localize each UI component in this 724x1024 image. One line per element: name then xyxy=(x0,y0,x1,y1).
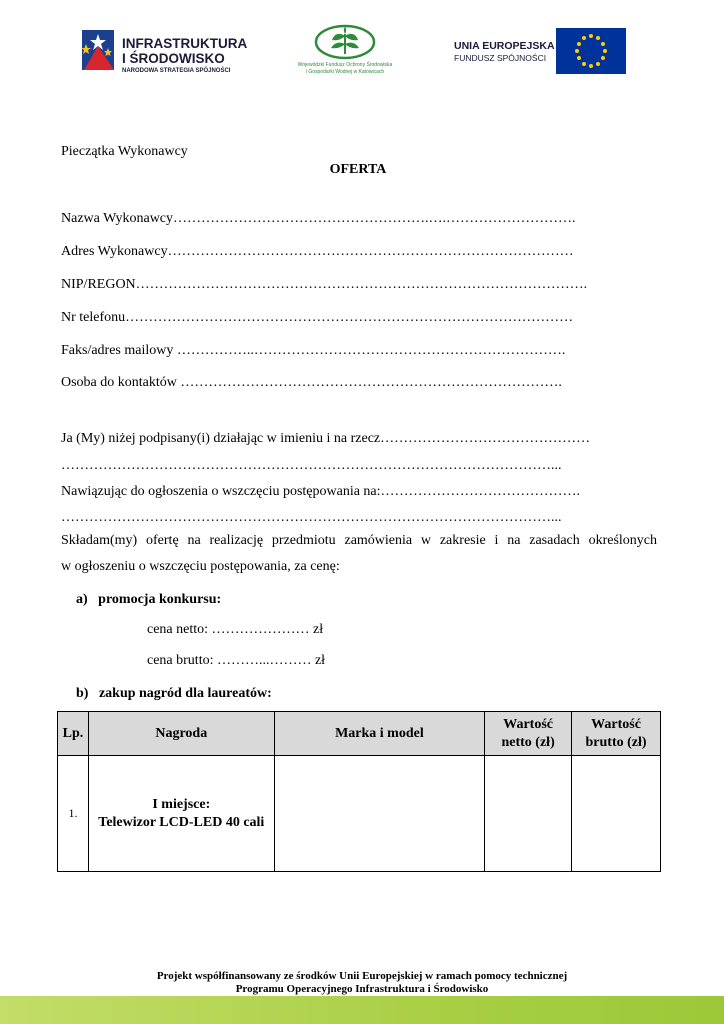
paragraph-announcement-continuation: ……………………………………………………………………………………………... xyxy=(61,510,562,525)
field-contact-person: Osoba do kontaktów ………………………………………………………………………. xyxy=(61,375,562,390)
logo-left-line3: NARODOWA STRATEGIA SPÓJNOŚCI xyxy=(122,68,231,74)
paragraph-signatory-continuation: ……………………………………………………………………………………………... xyxy=(61,458,562,473)
field-nip-regon: NIP/REGON……………………………………………………………………………………. xyxy=(61,277,588,292)
field-phone: Nr telefonu…………………………………………………………………………………… xyxy=(61,310,574,325)
logo-left-line2: I ŚRODOWISKO xyxy=(122,51,225,66)
table-row xyxy=(58,756,661,872)
logo-right-line2: FUNDUSZ SPÓJNOŚCI xyxy=(454,53,547,63)
net-price-field: cena netto: ………………… zł xyxy=(147,622,324,637)
prize-item: Telewizor LCD-LED 40 cali xyxy=(98,814,265,830)
prizes-table xyxy=(57,711,661,872)
logo-infrastruktura xyxy=(78,26,248,78)
header-netto xyxy=(485,712,572,756)
stamp-label: Pieczątka Wykonawcy xyxy=(61,144,188,159)
logo-wfos xyxy=(290,24,400,82)
document-title: OFERTA xyxy=(329,162,387,177)
header-netto-line2: netto (zł) xyxy=(501,734,555,750)
section-b-heading: b) zakup nagród dla laureatów: xyxy=(76,686,272,701)
logo-eu xyxy=(452,28,628,76)
paragraph-signatory: Ja (My) niżej podpisany(i) działając w imieniu i na rzecz……………………………………… xyxy=(61,431,591,446)
cell-nagroda xyxy=(88,756,274,872)
header-brutto-line2: brutto (zł) xyxy=(585,734,647,750)
paragraph-offer-line2: w ogłoszeniu o wszczęciu postępowania, za cenę: xyxy=(61,559,340,574)
header-nagroda: Nagroda xyxy=(88,712,274,756)
logo-left-line1: INFRASTRUKTURA xyxy=(122,36,248,51)
prize-place: I miejsce: xyxy=(152,796,211,812)
header-brutto-line1: Wartość xyxy=(591,716,641,732)
header-marka: Marka i model xyxy=(274,712,485,756)
footer-line1: Projekt współfinansowany ze środków Unii Europejskiej w ramach pomocy technicznej xyxy=(156,970,568,982)
cell-netto[interactable] xyxy=(485,756,572,872)
cell-lp: 1. xyxy=(58,756,89,872)
leaf-emblem-icon xyxy=(314,24,376,60)
logo-center-line2: i Gospodarki Wodnej w Katowicach xyxy=(305,69,385,75)
header-lp: Lp. xyxy=(58,712,89,756)
field-company-address: Adres Wykonawcy…………………………………………………………………………… xyxy=(61,244,574,259)
logo-center-line1: Wojewódzki Fundusz Ochrony Środowiska xyxy=(297,62,393,68)
gross-price-field: cena brutto: ………...……… zł xyxy=(147,653,326,668)
paragraph-offer-line1: Składam(my) ofertę na realizację przedmiotu zamówienia w zakresie i na zasadach określonych xyxy=(61,533,657,548)
field-fax-email: Faks/adres mailowy ……………..…………………………………………………………. xyxy=(61,343,566,358)
section-a-heading: a) promocja konkursu: xyxy=(76,592,222,607)
footer-green-stripe xyxy=(0,996,724,1024)
paragraph-announcement: Nawiązując do ogłoszenia o wszczęciu postępowania na:……………………………………. xyxy=(61,484,581,499)
logo-right-line1: UNIA EUROPEJSKA xyxy=(454,40,555,52)
star-flag-icon xyxy=(78,26,118,74)
eu-flag-icon xyxy=(556,28,626,74)
footer-line2: Programu Operacyjnego Infrastruktura i Środowisko xyxy=(235,983,489,995)
table-header-row xyxy=(58,712,661,756)
cell-brutto[interactable] xyxy=(572,756,661,872)
field-company-name: Nazwa Wykonawcy……………………………………………….….………………………. xyxy=(61,211,576,226)
header-netto-line1: Wartość xyxy=(503,716,553,732)
header-brutto xyxy=(572,712,661,756)
cell-marka[interactable] xyxy=(274,756,485,872)
